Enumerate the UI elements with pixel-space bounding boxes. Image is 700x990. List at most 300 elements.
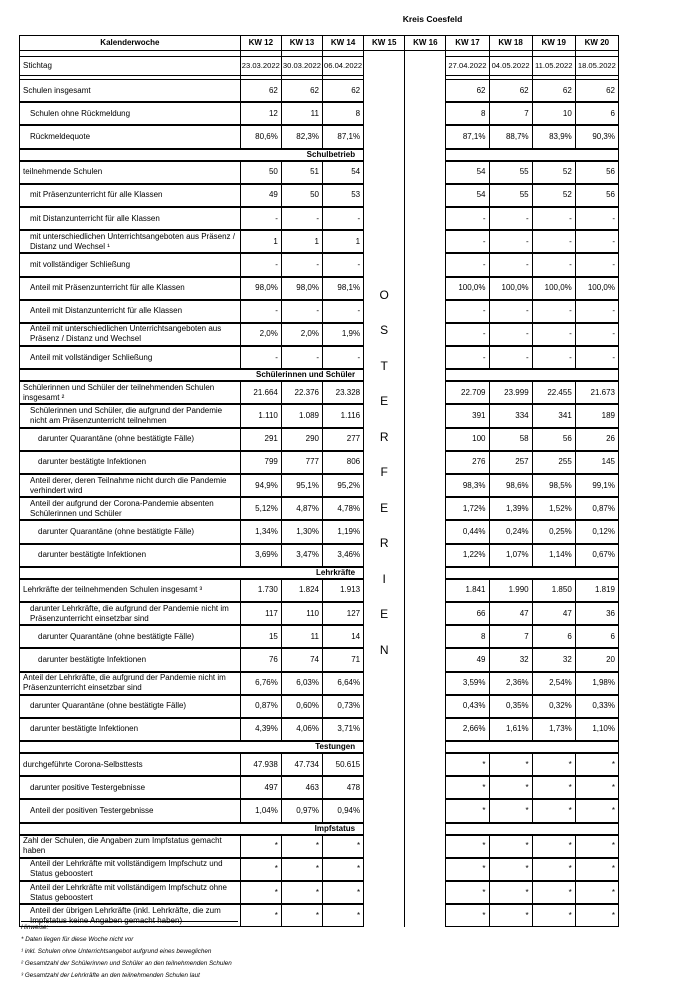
value-cell: - [489, 323, 532, 345]
table-row [20, 161, 619, 183]
value-cell: 22.709 [446, 382, 489, 404]
value-cell: 0,87% [575, 498, 618, 520]
value-cell: * [489, 835, 532, 857]
value-cell: - [446, 323, 489, 345]
row-label: mit Präsenzunterricht für alle Klassen [20, 184, 241, 206]
table-row [20, 835, 619, 857]
value-cell: * [489, 777, 532, 799]
value-cell: 21.664 [240, 382, 281, 404]
row-label: darunter bestätigte Infektionen [20, 718, 241, 740]
value-cell: 99,1% [575, 475, 618, 497]
value-cell: 0,32% [532, 695, 575, 717]
value-cell: 98,5% [532, 475, 575, 497]
table-row [20, 800, 619, 822]
value-cell: 334 [489, 405, 532, 427]
value-cell: 54 [446, 184, 489, 206]
value-cell: 94,9% [240, 475, 281, 497]
value-cell: 1,34% [240, 521, 281, 543]
data-table [19, 35, 619, 927]
section-title-continued [446, 567, 619, 578]
value-cell: * [532, 777, 575, 799]
table-row [20, 754, 619, 776]
table-row [20, 347, 619, 369]
value-cell: 76 [240, 649, 281, 671]
week-header: KW 15 [364, 36, 405, 51]
value-cell: 21.673 [575, 382, 618, 404]
value-cell: * [322, 858, 363, 880]
value-cell: - [489, 254, 532, 276]
value-cell: - [532, 207, 575, 229]
row-label: darunter Quarantäne (ohne bestätigte Fälle) [20, 521, 241, 543]
section-row [20, 149, 619, 160]
week-header: KW 13 [281, 36, 322, 51]
row-label: Lehrkräfte der teilnehmenden Schulen insgesamt ³ [20, 579, 241, 601]
value-cell: 100 [446, 428, 489, 450]
section-title: Lehrkräfte [20, 567, 364, 578]
value-cell: 10 [532, 103, 575, 125]
value-cell: 88,7% [489, 126, 532, 148]
holiday-letter: E [380, 500, 389, 515]
row-label: Schulen ohne Rückmeldung [20, 103, 241, 125]
value-cell: - [240, 207, 281, 229]
value-cell: 8 [322, 103, 363, 125]
value-cell: 1,73% [532, 718, 575, 740]
table-row [20, 649, 619, 671]
value-cell: 36 [575, 602, 618, 624]
value-cell: 4,06% [281, 718, 322, 740]
value-cell: 1,30% [281, 521, 322, 543]
value-cell: 49 [240, 184, 281, 206]
row-label: Anteil der Lehrkräfte mit vollständigem Impfschutz ohne Status geboostert [20, 882, 241, 904]
value-cell: * [575, 858, 618, 880]
value-cell: 23.328 [322, 382, 363, 404]
week-header: KW 12 [240, 36, 281, 51]
value-cell: 276 [446, 451, 489, 473]
value-cell: * [281, 882, 322, 904]
value-cell: * [281, 858, 322, 880]
value-cell: 3,59% [446, 672, 489, 694]
table-row [20, 231, 619, 253]
value-cell: 83,9% [532, 126, 575, 148]
row-label: Rückmeldequote [20, 126, 241, 148]
date-cell: 11.05.2022 [532, 57, 575, 76]
value-cell: 6,64% [322, 672, 363, 694]
value-cell: 62 [575, 80, 618, 102]
value-cell: 49 [446, 649, 489, 671]
table-row [20, 626, 619, 648]
value-cell: 100,0% [446, 277, 489, 299]
value-cell: 1,14% [532, 544, 575, 566]
value-cell: * [281, 905, 322, 927]
value-cell: 0,87% [240, 695, 281, 717]
value-cell: * [322, 882, 363, 904]
table-row [20, 207, 619, 229]
value-cell: 0,60% [281, 695, 322, 717]
value-cell: 1.824 [281, 579, 322, 601]
row-label: darunter Quarantäne (ohne bestätigte Fälle) [20, 428, 241, 450]
value-cell: 2,66% [446, 718, 489, 740]
week-header: KW 16 [405, 36, 446, 51]
table-row [20, 126, 619, 148]
value-cell: 51 [281, 161, 322, 183]
value-cell: * [532, 905, 575, 927]
date-cell: 04.05.2022 [489, 57, 532, 76]
row-label: Anteil mit vollständiger Schließung [20, 347, 241, 369]
value-cell: * [322, 905, 363, 927]
value-cell: * [322, 835, 363, 857]
row-label: durchgeführte Corona-Selbsttests [20, 754, 241, 776]
value-cell: 6 [575, 103, 618, 125]
value-cell: 1,98% [575, 672, 618, 694]
value-cell: 463 [281, 777, 322, 799]
week-header: KW 18 [489, 36, 532, 51]
value-cell: - [489, 347, 532, 369]
value-cell: 1.730 [240, 579, 281, 601]
value-cell: 87,1% [322, 126, 363, 148]
value-cell: 4,78% [322, 498, 363, 520]
row-label: mit unterschiedlichen Unterrichtsangeboten aus Präsenz / Distanz und Wechsel ¹ [20, 231, 241, 253]
value-cell: 117 [240, 602, 281, 624]
holiday-letter: R [379, 536, 389, 550]
value-cell: 58 [489, 428, 532, 450]
section-row [20, 823, 619, 834]
value-cell: 47 [489, 602, 532, 624]
value-cell: 62 [322, 80, 363, 102]
value-cell: - [281, 207, 322, 229]
section-row [20, 742, 619, 753]
value-cell: * [532, 835, 575, 857]
holiday-letter: R [379, 429, 389, 444]
row-label: darunter bestätigte Infektionen [20, 451, 241, 473]
value-cell: 1.110 [240, 405, 281, 427]
value-cell: - [446, 231, 489, 253]
value-cell: 6 [532, 626, 575, 648]
table-row [20, 521, 619, 543]
value-cell: 62 [446, 80, 489, 102]
value-cell: * [575, 835, 618, 857]
row-label: Anteil der positiven Testergebnisse [20, 800, 241, 822]
table-row [20, 858, 619, 880]
row-label: Anteil der aufgrund der Corona-Pandemie absenten Schülerinnen und Schüler [20, 498, 241, 520]
value-cell: 1,22% [446, 544, 489, 566]
value-cell: 255 [532, 451, 575, 473]
value-cell: 777 [281, 451, 322, 473]
value-cell: 87,1% [446, 126, 489, 148]
value-cell: 90,3% [575, 126, 618, 148]
value-cell: * [489, 754, 532, 776]
value-cell: 2,54% [532, 672, 575, 694]
value-cell: 478 [322, 777, 363, 799]
table-row [20, 882, 619, 904]
value-cell: * [446, 835, 489, 857]
value-cell: * [240, 882, 281, 904]
value-cell: 4,87% [281, 498, 322, 520]
value-cell: - [575, 347, 618, 369]
value-cell: - [446, 300, 489, 322]
holiday-letter: N [379, 642, 389, 657]
section-title-continued [446, 823, 619, 834]
holiday-letter: I [382, 571, 386, 586]
value-cell: * [240, 835, 281, 857]
section-title: Testungen [20, 742, 364, 753]
week-header: KW 14 [322, 36, 363, 51]
value-cell: - [322, 347, 363, 369]
value-cell: 1.089 [281, 405, 322, 427]
value-cell: 11 [281, 626, 322, 648]
value-cell: * [446, 882, 489, 904]
value-cell: * [489, 800, 532, 822]
value-cell: * [489, 858, 532, 880]
date-cell: 23.03.2022 [240, 57, 281, 76]
value-cell: - [575, 300, 618, 322]
row-label: darunter Quarantäne (ohne bestätigte Fälle) [20, 695, 241, 717]
value-cell: * [575, 777, 618, 799]
value-cell: * [489, 905, 532, 927]
row-label: Anteil derer, deren Teilnahme nicht durch die Pandemie verhindert wird [20, 475, 241, 497]
row-label: Zahl der Schulen, die Angaben zum Impfstatus gemacht haben [20, 835, 241, 857]
row-label: darunter bestätigte Infektionen [20, 544, 241, 566]
value-cell: 0,73% [322, 695, 363, 717]
value-cell: 1,04% [240, 800, 281, 822]
value-cell: 50 [240, 161, 281, 183]
value-cell: 56 [532, 428, 575, 450]
value-cell: 391 [446, 405, 489, 427]
value-cell: 15 [240, 626, 281, 648]
week-header: KW 20 [575, 36, 618, 51]
value-cell: 806 [322, 451, 363, 473]
holiday-letter: F [380, 465, 388, 479]
value-cell: 98,0% [240, 277, 281, 299]
holiday-letter: S [380, 323, 389, 337]
week-header: KW 17 [446, 36, 489, 51]
value-cell: - [532, 347, 575, 369]
row-label: Anteil mit Präsenzunterricht für alle Klassen [20, 277, 241, 299]
value-cell: 2,0% [240, 323, 281, 345]
value-cell: 47.734 [281, 754, 322, 776]
value-cell: 98,6% [489, 475, 532, 497]
value-cell: 1.819 [575, 579, 618, 601]
value-cell: 291 [240, 428, 281, 450]
value-cell: 277 [322, 428, 363, 450]
row-label: darunter Lehrkräfte, die aufgrund der Pandemie nicht im Präsenzunterricht einsetzbar sind [20, 602, 241, 624]
value-cell: 23.999 [489, 382, 532, 404]
value-cell: 95,2% [322, 475, 363, 497]
value-cell: - [322, 207, 363, 229]
value-cell: * [446, 754, 489, 776]
value-cell: - [532, 254, 575, 276]
table-row [20, 254, 619, 276]
table-row [20, 277, 619, 299]
table-row [20, 579, 619, 601]
footnote: Hinweise: [21, 924, 49, 931]
value-cell: 52 [532, 184, 575, 206]
value-cell: 62 [240, 80, 281, 102]
header-label: Kalenderwoche [20, 36, 241, 51]
row-label: darunter bestätigte Infektionen [20, 649, 241, 671]
value-cell: 12 [240, 103, 281, 125]
value-cell: 0,33% [575, 695, 618, 717]
value-cell: 54 [322, 161, 363, 183]
value-cell: 1,19% [322, 521, 363, 543]
value-cell: 55 [489, 161, 532, 183]
value-cell: 98,0% [281, 277, 322, 299]
value-cell: 2,36% [489, 672, 532, 694]
value-cell: - [489, 231, 532, 253]
section-title: Impfstatus [20, 823, 364, 834]
section-title: Schülerinnen und Schüler [20, 370, 364, 381]
value-cell: 1.850 [532, 579, 575, 601]
value-cell: 0,44% [446, 521, 489, 543]
value-cell: 32 [489, 649, 532, 671]
date-cell: 27.04.2022 [446, 57, 489, 76]
value-cell: 32 [532, 649, 575, 671]
table-row [20, 498, 619, 520]
value-cell: 0,67% [575, 544, 618, 566]
value-cell: 62 [489, 80, 532, 102]
value-cell: * [281, 835, 322, 857]
date-cell: 18.05.2022 [575, 57, 618, 76]
footnotes [21, 921, 238, 982]
value-cell: 66 [446, 602, 489, 624]
value-cell: - [446, 347, 489, 369]
section-title-continued [446, 149, 619, 160]
footnote: ³ Gesamtzahl der Lehrkräfte an den teilnehmenden Schulen laut [21, 972, 200, 979]
footnote: ¹ inkl. Schulen ohne Unterrichtsangebot aufgrund eines beweglichen [21, 948, 212, 955]
table-row [20, 428, 619, 450]
holiday-column-kw16 [405, 57, 446, 927]
section-title-continued [446, 370, 619, 381]
value-cell: - [322, 300, 363, 322]
value-cell: 62 [281, 80, 322, 102]
stichtag-row [20, 57, 619, 76]
value-cell: 0,25% [532, 521, 575, 543]
value-cell: - [532, 323, 575, 345]
row-label: Anteil mit Distanzunterricht für alle Klassen [20, 300, 241, 322]
holiday-letter: T [380, 358, 388, 373]
value-cell: - [489, 300, 532, 322]
row-label: mit Distanzunterricht für alle Klassen [20, 207, 241, 229]
value-cell: 5,12% [240, 498, 281, 520]
row-label: Anteil der Lehrkräfte mit vollständigem Impfschutz und Status geboostert [20, 858, 241, 880]
table-row [20, 695, 619, 717]
row-label: Anteil der übrigen Lehrkräfte (inkl. Lehrkräfte, die zum Impfstatus keine Angaben gemacht haben) [20, 905, 241, 927]
value-cell: 497 [240, 777, 281, 799]
value-cell: 1,39% [489, 498, 532, 520]
value-cell: 100,0% [489, 277, 532, 299]
value-cell: * [575, 754, 618, 776]
value-cell: 1.990 [489, 579, 532, 601]
value-cell: 110 [281, 602, 322, 624]
value-cell: - [322, 254, 363, 276]
table-row [20, 602, 619, 624]
value-cell: 4,39% [240, 718, 281, 740]
value-cell: 257 [489, 451, 532, 473]
table-row [20, 300, 619, 322]
value-cell: 82,3% [281, 126, 322, 148]
value-cell: * [240, 858, 281, 880]
value-cell: 0,12% [575, 521, 618, 543]
value-cell: * [532, 882, 575, 904]
row-label: Schülerinnen und Schüler der teilnehmenden Schulen insgesamt ² [20, 382, 241, 404]
value-cell: 14 [322, 626, 363, 648]
table-row [20, 672, 619, 694]
value-cell: - [532, 231, 575, 253]
value-cell: - [575, 231, 618, 253]
row-label: Anteil der Lehrkräfte, die aufgrund der Pandemie nicht im Präsenzunterricht einsetzbar sind [20, 672, 241, 694]
value-cell: 2,0% [281, 323, 322, 345]
value-cell: 3,47% [281, 544, 322, 566]
value-cell: 22.376 [281, 382, 322, 404]
value-cell: 7 [489, 626, 532, 648]
date-cell: 06.04.2022 [322, 57, 363, 76]
value-cell: 50 [281, 184, 322, 206]
row-label: Schulen insgesamt [20, 80, 241, 102]
value-cell: 0,24% [489, 521, 532, 543]
value-cell: 145 [575, 451, 618, 473]
value-cell: - [240, 347, 281, 369]
holiday-vertical-text [364, 57, 404, 680]
value-cell: - [575, 207, 618, 229]
holiday-letter: O [379, 287, 389, 302]
value-cell: 1 [240, 231, 281, 253]
value-cell: 95,1% [281, 475, 322, 497]
value-cell: 50.615 [322, 754, 363, 776]
value-cell: 1,61% [489, 718, 532, 740]
value-cell: 341 [532, 405, 575, 427]
value-cell: - [281, 347, 322, 369]
value-cell: 22.455 [532, 382, 575, 404]
value-cell: * [240, 905, 281, 927]
value-cell: - [489, 207, 532, 229]
value-cell: - [281, 300, 322, 322]
value-cell: 98,3% [446, 475, 489, 497]
value-cell: 54 [446, 161, 489, 183]
section-row [20, 567, 619, 578]
section-row [20, 370, 619, 381]
value-cell: * [575, 882, 618, 904]
value-cell: 52 [532, 161, 575, 183]
value-cell: 3,46% [322, 544, 363, 566]
holiday-column-kw15 [364, 57, 405, 927]
value-cell: 100,0% [575, 277, 618, 299]
value-cell: * [575, 800, 618, 822]
row-label: darunter positive Testergebnisse [20, 777, 241, 799]
value-cell: 127 [322, 602, 363, 624]
table-row [20, 405, 619, 427]
table-row [20, 103, 619, 125]
value-cell: 100,0% [532, 277, 575, 299]
value-cell: 55 [489, 184, 532, 206]
table-row [20, 451, 619, 473]
value-cell: 3,71% [322, 718, 363, 740]
value-cell: 1,9% [322, 323, 363, 345]
value-cell: 1,07% [489, 544, 532, 566]
value-cell: 47.938 [240, 754, 281, 776]
value-cell: 11 [281, 103, 322, 125]
value-cell: 1 [281, 231, 322, 253]
table-row [20, 718, 619, 740]
table-row [20, 184, 619, 206]
row-label: Anteil mit unterschiedlichen Unterrichtsangeboten aus Präsenz / Distanz und Wechsel [20, 323, 241, 345]
value-cell: 0,43% [446, 695, 489, 717]
value-cell: * [446, 777, 489, 799]
value-cell: - [240, 254, 281, 276]
value-cell: 1,52% [532, 498, 575, 520]
value-cell: 47 [532, 602, 575, 624]
section-title: Schulbetrieb [20, 149, 364, 160]
value-cell: 1,10% [575, 718, 618, 740]
value-cell: 6,76% [240, 672, 281, 694]
